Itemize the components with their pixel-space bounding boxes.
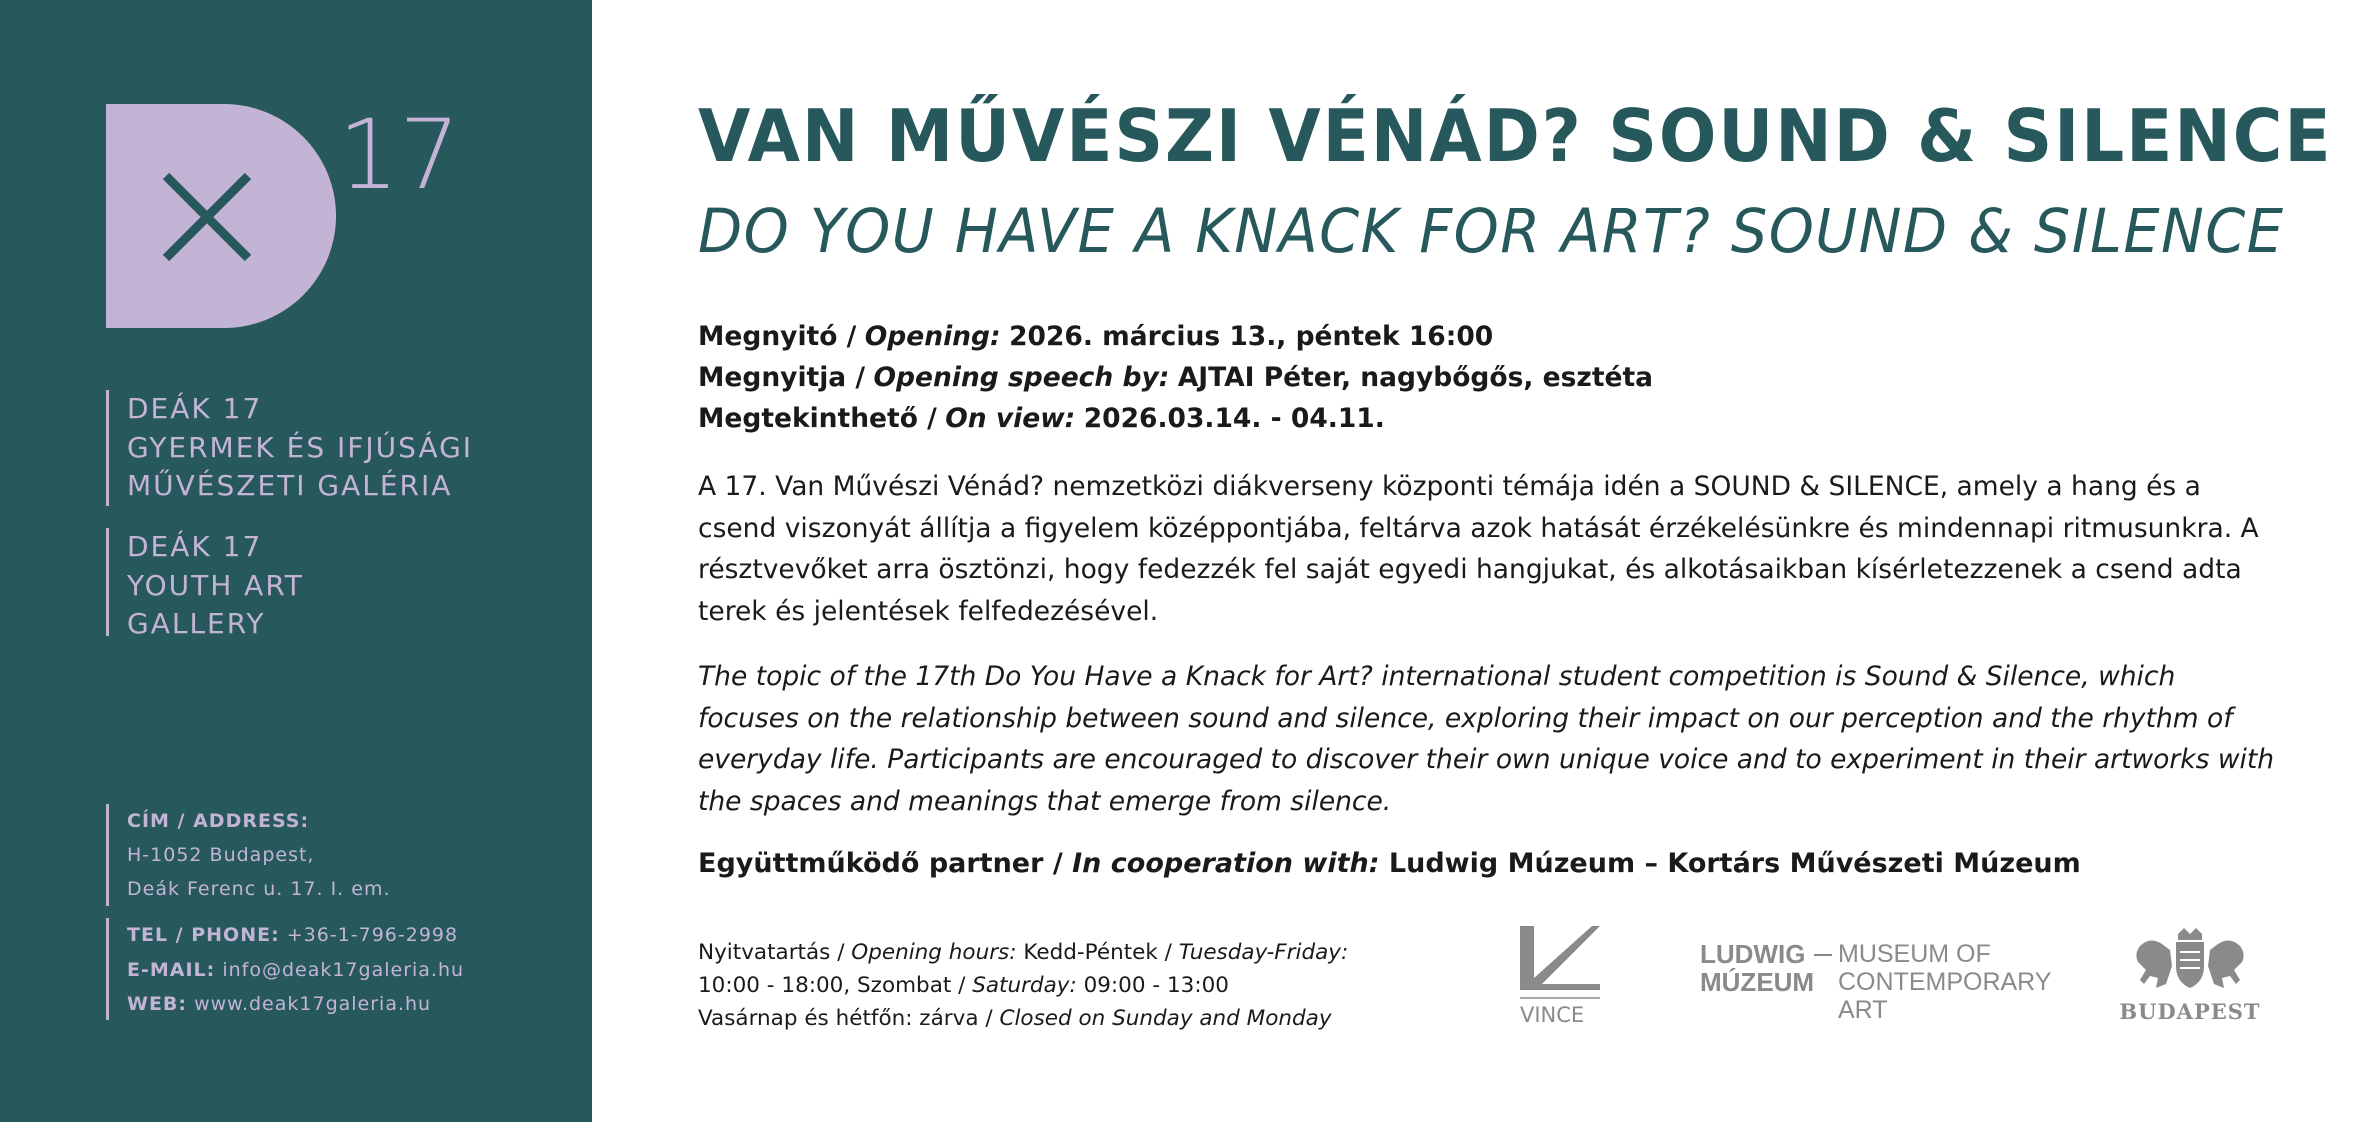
hours-line	[698, 1002, 1348, 1035]
budapest-text: BUDAPEST	[2119, 999, 2261, 1024]
gallery-name-en-line: YOUTH ART	[127, 568, 304, 602]
gallery-name-hu-line: MŰVÉSZETI GALÉRIA	[127, 469, 453, 502]
hours-weekday: 10:00 - 18:00, Szombat /	[698, 973, 966, 998]
address-block	[106, 804, 391, 906]
gallery-name-en-line: DEÁK 17	[127, 530, 263, 563]
ludwig-line: MÚZEUM	[1700, 967, 1815, 997]
gallery-name-hu-line: GYERMEK ÉS IFJÚSÁGI	[127, 430, 474, 464]
email-link[interactable]: info@deak17galeria.hu	[222, 958, 465, 981]
address-label: CÍM / ADDRESS:	[127, 810, 310, 832]
partner-label-hu: Együttműködő partner /	[698, 848, 1063, 879]
hours-label-en: Opening hours:	[851, 940, 1017, 965]
ludwig-name	[1700, 940, 1814, 996]
hours-days-en: Tuesday-Friday:	[1178, 940, 1349, 965]
budapest-crest-icon	[2110, 926, 2270, 998]
contact-block	[106, 918, 464, 1020]
view-value: 2026.03.14. - 04.11.	[1083, 403, 1385, 434]
phone-label: TEL / PHONE:	[127, 924, 280, 946]
vince-text: VINCE	[1520, 1003, 1585, 1027]
deak17-logo	[106, 99, 461, 334]
hours-closed-hu: Vasárnap és hétfőn: zárva /	[698, 1006, 993, 1031]
view-label-hu: Megtekinthető /	[698, 403, 937, 434]
ludwig-en-line: MUSEUM OF	[1838, 940, 1991, 968]
vince-logo	[1520, 926, 1610, 1026]
hours-line	[698, 936, 1348, 969]
hours-days-hu: Kedd-Péntek /	[1023, 940, 1172, 965]
email-row	[127, 953, 464, 988]
ludwig-museum-logo	[1700, 939, 2052, 1024]
phone-value[interactable]: +36-1-796-2998	[286, 924, 459, 946]
speech-label-hu: Megnyitja /	[698, 362, 866, 393]
event-facts	[698, 316, 1653, 439]
speech-label-en: Opening speech by:	[873, 362, 1170, 393]
gallery-name-en	[106, 528, 304, 640]
ludwig-dash	[1814, 954, 1832, 956]
hours-label-hu: Nyitvatartás /	[698, 940, 845, 965]
address-line: H-1052 Budapest,	[127, 844, 315, 866]
email-label: E-MAIL:	[127, 958, 216, 981]
ludwig-english-name	[1838, 940, 2051, 1024]
partner-label-en: In cooperation with:	[1072, 848, 1380, 879]
partner-value: Ludwig Múzeum – Kortárs Művészeti Múzeum	[1388, 848, 2081, 879]
address-line: Deák Ferenc u. 17. I. em.	[127, 878, 391, 900]
budapest-logo	[2110, 926, 2270, 1026]
ludwig-line: LUDWIG	[1700, 939, 1806, 969]
description-en: The topic of the 17th Do You Have a Knack for Art? international student competition is Sound & Silence, which focuses on the relationship between sound and silence, exploring their impact on our perception and the rhythm of everyday life. Participants are encouraged to discover their own unique voice and to experiment in their artworks with the spaces and meanings that emerge from silence.	[698, 661, 2275, 817]
ludwig-en-line: CONTEMPORARY	[1838, 968, 2052, 996]
speech-row	[698, 357, 1653, 398]
gallery-name-hu	[106, 390, 473, 506]
hours-saturday-en: Saturday:	[972, 973, 1077, 998]
opening-label-en: Opening:	[864, 321, 1001, 352]
web-row	[127, 987, 464, 1022]
hours-closed-en: Closed on Sunday and Monday	[999, 1006, 1332, 1031]
title-en: DO YOU HAVE A KNACK FOR ART? SOUND & SILENCE	[698, 196, 2285, 267]
logo-number: 17	[338, 99, 461, 211]
title-hu: VAN MŰVÉSZI VÉNÁD? SOUND & SILENCE	[698, 94, 2333, 178]
speech-value: AJTAI Péter, nagybőgős, esztéta	[1177, 362, 1654, 393]
web-label: WEB:	[127, 993, 188, 1015]
opening-row	[698, 316, 1653, 357]
opening-label-hu: Megnyitó /	[698, 321, 857, 352]
view-row	[698, 398, 1653, 439]
gallery-name-en-line: GALLERY	[127, 607, 266, 640]
gallery-name-hu-line: DEÁK 17	[127, 392, 263, 425]
opening-value: 2026. március 13., péntek 16:00	[1009, 321, 1494, 352]
opening-hours	[698, 936, 1348, 1035]
partner-line	[698, 848, 2081, 879]
view-label-en: On view:	[945, 403, 1076, 434]
description-hu: A 17. Van Művészi Vénád? nemzetközi diákverseny központi témája idén a SOUND & SILENCE, amely a hang és a csend viszonyát állítja a figyelem középpontjába, feltárva azok hatását érzékelésünkre és mindennapi ritmusunkra. A résztvevőket arra ösztönzi, hogy fedezzék fel saját egyedi hangjukat, és alkotásaikban kísérletezzenek a csend adta terek és jelentések felfedezésével.	[698, 471, 2259, 627]
gallery-sidebar	[0, 0, 592, 1122]
web-link[interactable]: www.deak17galeria.hu	[194, 993, 432, 1015]
ludwig-en-line: ART	[1838, 996, 1888, 1024]
hours-line	[698, 969, 1348, 1002]
phone-row	[127, 918, 464, 953]
hours-saturday-time: 09:00 - 13:00	[1083, 973, 1229, 998]
